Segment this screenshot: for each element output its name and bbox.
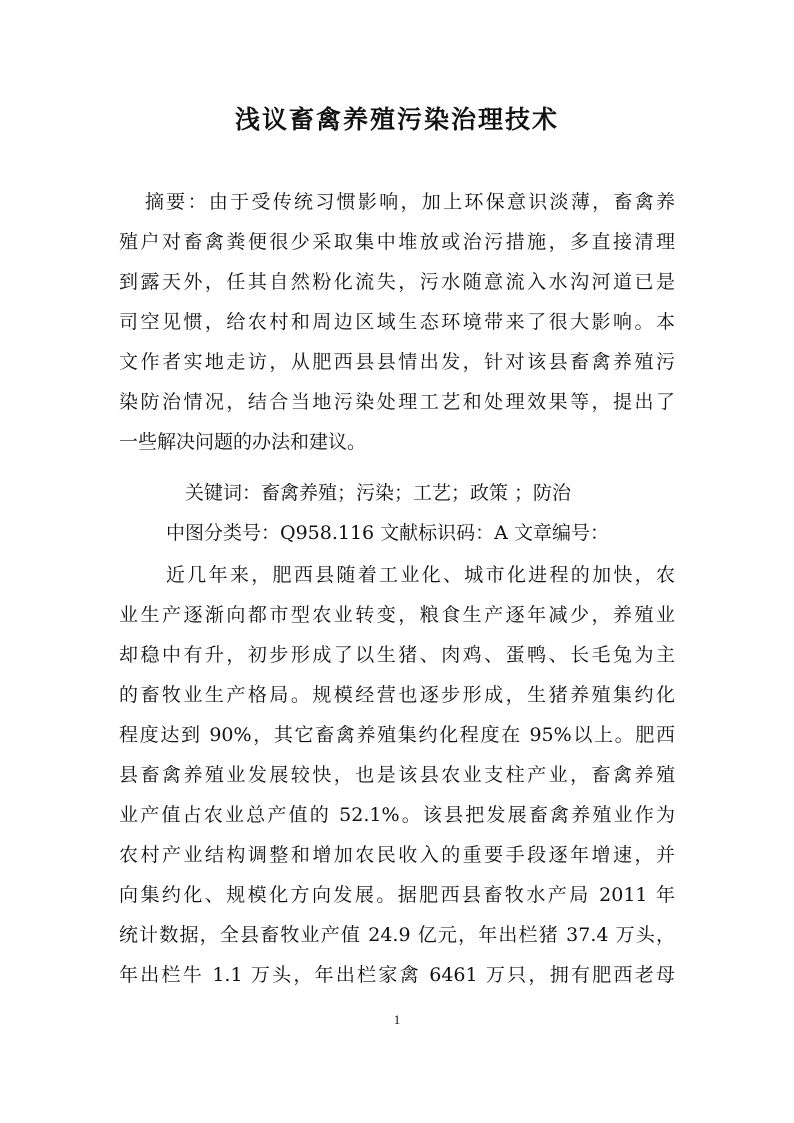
body-line: 业生产逐渐向都市型农业转变，粮食生产逐年减少，养殖业 bbox=[119, 604, 675, 626]
abstract-line: 一些解决问题的办法和建议。 bbox=[119, 431, 367, 453]
body-line: 却稳中有升，初步形成了以生猪、肉鸡、蛋鸭、长毛兔为主 bbox=[119, 644, 675, 666]
body-line: 近几年来，肥西县随着工业化、城市化进程的加快，农 bbox=[166, 564, 675, 586]
body-line: 县畜禽养殖业发展较快，也是该县农业支柱产业，畜禽养殖 bbox=[119, 764, 675, 786]
page-number: 1 bbox=[393, 1012, 401, 1027]
abstract-line: 文作者实地走访，从肥西县县情出发，针对该县畜禽养殖污 bbox=[119, 351, 675, 373]
body-line: 的畜牧业生产格局。规模经营也逐步形成，生猪养殖集约化 bbox=[119, 684, 675, 706]
body-line: 业产值占农业总产值的 52.1%。该县把发展畜禽养殖业作为 bbox=[119, 804, 675, 826]
body-line: 统计数据，全县畜牧业产值 24.9 亿元，年出栏猪 37.4 万头， bbox=[119, 924, 675, 946]
abstract-line: 摘要：由于受传统习惯影响，加上环保意识淡薄，畜禽养 bbox=[145, 191, 675, 213]
abstract-line: 司空见惯，给农村和周边区域生态环境带来了很大影响。本 bbox=[119, 311, 675, 333]
abstract-line: 到露天外，任其自然粉化流失，污水随意流入水沟河道已是 bbox=[119, 271, 675, 293]
body-line: 年出栏牛 1.1 万头，年出栏家禽 6461 万只，拥有肥西老母 bbox=[119, 964, 675, 986]
body-line: 农村产业结构调整和增加农民收入的重要手段逐年增速，并 bbox=[119, 844, 675, 866]
abstract-line: 殖户对畜禽粪便很少采取集中堆放或治污措施，多直接清理 bbox=[119, 231, 675, 253]
document-title: 浅议畜禽养殖污染治理技术 bbox=[234, 105, 559, 134]
classification-line: 中图分类号：Q958.116 文献标识码：A 文章编号： bbox=[166, 522, 609, 544]
body-line: 向集约化、规模化方向发展。据肥西县畜牧水产局 2011 年 bbox=[119, 884, 675, 906]
body-line: 程度达到 90%，其它畜禽养殖集约化程度在 95%以上。肥西 bbox=[119, 724, 675, 746]
keywords-line: 关键词：畜禽养殖；污染；工艺；政策 ；防治 bbox=[185, 482, 572, 504]
abstract-line: 染防治情况，结合当地污染处理工艺和处理效果等，提出了 bbox=[119, 391, 675, 413]
